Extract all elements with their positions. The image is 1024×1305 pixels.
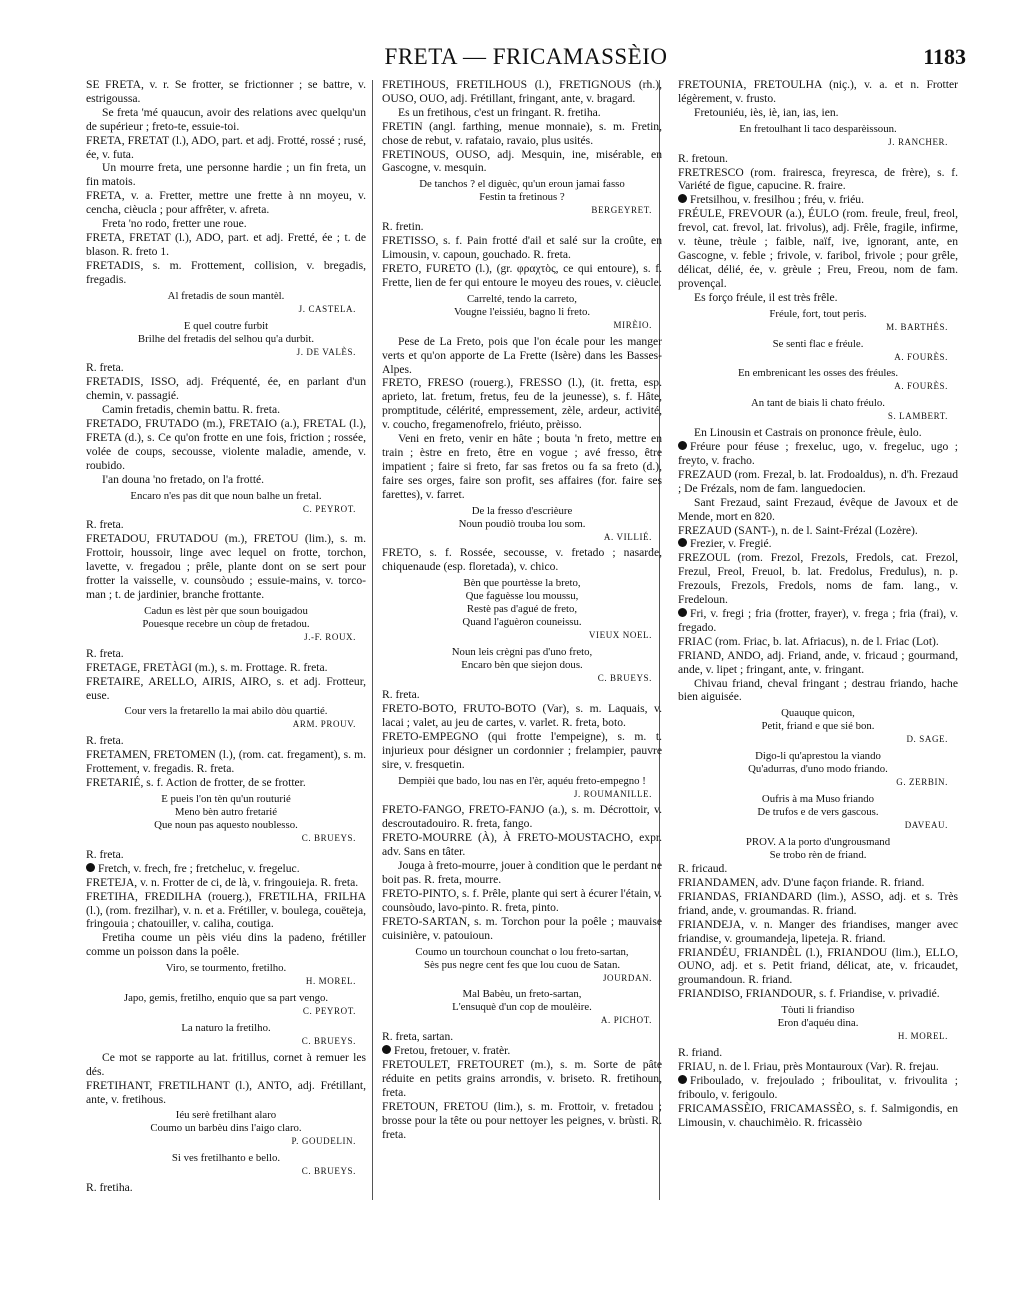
block-text: FREZAUD (rom. Frezal, b. lat. Frodoaldus), n. d'h. Frezaud ; De Frézals, nom de fam. languedocien. — [678, 467, 958, 495]
block-text: H. MOREL. — [897, 1031, 948, 1042]
block-text: E pueis l'on tèn qu'un routurié Meno bèn autro fretarié Que noun pas aquesto noublesso. — [154, 792, 298, 831]
block-text: FRETAGE, FRETÀGI (m.), s. m. Frottage. R. freta. — [86, 660, 328, 674]
block-text: Cadun es lèst pèr que soun bouigadou Pouesque recebre un còup de fretadou. — [142, 604, 310, 630]
block-text: Fretiha coume un pèis viéu dins la padeno, frétiller comme un poisson dans la poêle. — [86, 931, 366, 959]
block-text: Veni en freto, venir en hâte ; bouta 'n freto, mettre en train ; èstre en freto, être en vogue ; avé fresso, être impatient ; faire si freto, far sas fretos ou fa sa freto (d.), faire ses orges, faire son profit, ses affaires (for. faire ses farettes), v. farret. — [382, 432, 662, 501]
block-text: E quel coutre furbit Brilhe del fretadis del selhou qu'a durbit. — [137, 319, 315, 345]
dictionary-entry — [678, 207, 958, 290]
block-text: JOURDAN. — [602, 972, 652, 983]
block-text: R. fricaud. — [678, 862, 728, 876]
citation-author — [678, 1030, 958, 1044]
entry-example — [86, 1051, 366, 1079]
block-text: R. friand. — [678, 1046, 723, 1060]
citation-author — [678, 733, 958, 747]
dictionary-entry — [86, 518, 366, 532]
citation-author — [86, 1135, 366, 1149]
block-text: En embrenicant les osses des fréules. — [737, 367, 899, 380]
citation-quote — [86, 1152, 366, 1165]
block-text: Jouga à freto-mourre, jouer à condition que le perdant ne boit pas. R. freta, mourre. — [382, 859, 662, 886]
bullet-icon — [678, 608, 687, 617]
block-text: Mal Babèu, un freto-sartan, L'ensuquè d'un cop de moulèire. — [452, 988, 592, 1014]
dictionary-entry — [86, 259, 366, 287]
block-text: FRÉULE, FREVOUR (a.), ÉULO (rom. freule, freul, freol, frevol, cat. frevol, lat. frivolus), adj. Frêle, fragile, infirme, v. tèune, trèule ; faible, naïf, ive, ignorant, ante, en Gascogne, v. feble ; frivole, v. faribol, frivole ; pour grêle, délicat, délié, ée, v. grèule ; Freu, Freou, nom de fam. provençal. — [678, 207, 958, 290]
block-text: C. BRUEYS. — [301, 832, 356, 843]
citation-quote — [382, 646, 662, 672]
dictionary-entry — [678, 918, 958, 946]
block-text: FRIANDEJA, v. n. Manger des friandises, manger avec friandise, v. groumandeja, lipeteja. R. friand. — [678, 917, 958, 945]
block-text: Fretch, v. frech, fre ; fretcheluc, v. fregeluc. — [98, 861, 300, 875]
block-text: FRETIN (angl. farthing, menue monnaie), s. m. Fretin, chose de rebut, v. rafataio, ravaio, plus usités. — [382, 119, 662, 147]
citation-author — [86, 718, 366, 732]
dictionary-entry — [382, 915, 662, 943]
dictionary-entry — [86, 776, 366, 790]
cross-reference — [678, 193, 958, 207]
cross-reference — [678, 1074, 958, 1102]
dictionary-entry — [86, 876, 366, 890]
dictionary-entry — [382, 702, 662, 730]
block-text: Frezier, v. Fregié. — [690, 537, 772, 551]
entry-example — [678, 677, 958, 705]
citation-author — [382, 788, 662, 802]
block-text: C. BRUEYS. — [301, 1166, 356, 1177]
block-text: R. freta. — [86, 734, 124, 748]
block-text: Fri, v. fregi ; fria (frotter, frayer), v. frega ; fria (frai), v. fregado. — [678, 607, 958, 634]
block-text: R. freta. — [86, 518, 124, 532]
block-text: Fretsilhou, v. fresilhou ; fréu, v. friéu. — [690, 193, 864, 207]
block-text: R. fretoun. — [678, 151, 728, 165]
block-text: FRETO, s. f. Rossée, secousse, v. fretado ; nasarde, chiquenaude (esp. floretada), v. chico. — [382, 546, 662, 574]
citation-quote — [382, 178, 662, 204]
block-text: C. PEYROT. — [302, 1006, 356, 1017]
entry-example — [86, 473, 366, 487]
block-text: Fretouniéu, iès, iè, ian, ias, ien. — [694, 105, 839, 119]
entry-example — [86, 161, 366, 189]
block-text: FRETADOU, FRUTADOU (m.), FRETOU (lim.), s. m. Frottoir, houssoir, linge avec lequel on frotte, torchon, lavette, v. fregadou ; prêle, plante dont on se sert pour frotter la vaisselle, v. counsòudo ; essuie-mains, v. torco-man ; t. de jardinier, branche frottante. — [86, 532, 366, 601]
entry-example — [86, 403, 366, 417]
dictionary-entry — [678, 635, 958, 649]
citation-quote — [678, 836, 958, 862]
dictionary-entry — [382, 262, 662, 290]
bullet-icon — [86, 863, 95, 872]
block-text: Cour vers la fretarello la mai abilo dòu quartié. — [124, 705, 328, 718]
block-text: Fréure pour féuse ; frexeluc, ugo, v. fregeluc, ugo ; freyto, v. fracho. — [678, 440, 958, 468]
block-text: Freta 'no rodo, fretter une roue. — [102, 217, 247, 231]
block-text: R. freta. — [382, 688, 420, 702]
bullet-icon — [678, 441, 687, 450]
column-middle — [382, 78, 662, 1208]
block-text: R. freta, sartan. — [382, 1030, 454, 1044]
block-text: M. BARTHÉS. — [886, 321, 948, 332]
block-text: Oufris à ma Muso friando De trufos e de vers gascous. — [757, 793, 879, 819]
block-text: Se senti flac e fréule. — [772, 337, 864, 350]
block-text: FRETA, FRETAT (l.), ADO, part. et adj. Fretté, ée ; t. de blason. R. freto 1. — [86, 230, 366, 258]
dictionary-entry — [382, 688, 662, 702]
citation-quote — [382, 293, 662, 319]
citation-quote — [86, 320, 366, 346]
block-text: Se freta 'mé quaucun, avoir des relations avec quelqu'un de supérieur ; freto-te, essuie-toi. — [86, 105, 366, 133]
citation-author — [678, 136, 958, 150]
block-text: FRETADO, FRUTADO (m.), FRETAIO (a.), FRETAL (l.), FRETA (d.), s. Ce qu'on frotte en une fois, friction ; rossée, volée de coups, secousse, violente maladie, amende, v. roubido. — [86, 417, 366, 472]
cross-reference — [678, 537, 958, 551]
citation-quote — [678, 123, 958, 136]
block-text: R. freta. — [86, 847, 124, 861]
block-text: FRETIHANT, FRETILHANT (l.), ANTO, adj. Frétillant, ante, v. fretihous. — [86, 1078, 366, 1106]
citation-quote — [86, 992, 366, 1005]
dictionary-entry — [678, 876, 958, 890]
dictionary-entry — [382, 1058, 662, 1100]
citation-quote — [382, 577, 662, 629]
block-text: C. BRUEYS. — [301, 1035, 356, 1046]
block-text: A. FOURÈS. — [894, 381, 948, 392]
citation-author — [382, 319, 662, 333]
dictionary-entry — [382, 730, 662, 772]
citation-quote — [86, 1022, 366, 1035]
dictionary-entry — [86, 647, 366, 661]
block-text: FRETIHA, FREDILHA (rouerg.), FRETILHA, FRILHA (l.), (rom. frezilhar), v. n. et a. Frétiller, v. boulega, couëteja, fringouia ; chatouiller, v. caliha, coutiga. — [86, 889, 366, 931]
block-text: J. RANCHER. — [888, 136, 948, 147]
block-text: Coumo un tourchoun counchat o lou freto-sartan, Sès pus negre cent fes que lou cuou de Satan. — [415, 945, 629, 971]
running-head: FRETA — FRICAMASSÈIO — [384, 44, 668, 69]
dictionary-entry — [678, 524, 958, 538]
dictionary-entry — [86, 890, 366, 932]
block-text: La naturo la fretilho. — [181, 1021, 271, 1034]
block-text: DAVEAU. — [904, 820, 948, 831]
block-text: FRETADIS, ISSO, adj. Fréquenté, ée, en parlant d'un chemin, v. passagié. — [86, 375, 366, 403]
block-text: Quauque quicon, Petit, friand e que sié bon. — [761, 707, 875, 733]
entry-example — [382, 335, 662, 377]
bullet-icon — [678, 194, 687, 203]
block-text: Fréule, fort, tout peris. — [769, 307, 867, 320]
citation-quote — [678, 1004, 958, 1030]
entry-example — [382, 432, 662, 502]
block-text: FRETOUNIA, FRETOULHA (niç.), v. a. et n. Frotter légèrement, v. frusto. — [678, 78, 958, 105]
entry-example — [86, 106, 366, 134]
citation-quote — [678, 397, 958, 410]
column-right — [678, 78, 958, 1208]
citation-author — [86, 503, 366, 517]
dictionary-entry — [382, 78, 662, 106]
dictionary-entry — [678, 890, 958, 918]
citation-quote — [382, 775, 662, 788]
block-text: J. DE VALÈS. — [296, 346, 356, 357]
entry-example — [678, 106, 958, 120]
dictionary-entry — [678, 987, 958, 1001]
block-text: A. VILLIÉ. — [603, 531, 652, 542]
block-text: R. freta. — [86, 361, 124, 375]
dictionary-entry — [86, 361, 366, 375]
block-text: FRETARIÉ, s. f. Action de frotter, de se frotter. — [86, 776, 306, 790]
block-text: MIRÈIO. — [613, 319, 652, 330]
cross-reference — [382, 1044, 662, 1058]
block-text: FRETO-SARTAN, s. m. Torchon pour la poêle ; mauvaise cuisinière, v. patouioun. — [382, 914, 662, 942]
citation-quote — [678, 338, 958, 351]
entry-example — [86, 931, 366, 959]
citation-quote — [86, 1109, 366, 1135]
citation-author — [86, 975, 366, 989]
citation-quote — [678, 793, 958, 819]
dictionary-entry — [382, 220, 662, 234]
dictionary-entry — [86, 375, 366, 403]
block-text: FREZAUD (SANT-), n. de l. Saint-Frézal (Lozère). — [678, 523, 918, 537]
block-text: Viro, se tourmento, fretilho. — [165, 962, 287, 975]
entry-example — [678, 426, 958, 440]
block-text: Carrelté, tendo la carreto, Vougne l'eissiéu, bagno li freto. — [453, 292, 591, 318]
dictionary-entry — [678, 152, 958, 166]
citation-author — [86, 1035, 366, 1049]
block-text: A. FOURÈS. — [894, 351, 948, 362]
block-text: J. ROUMANILLE. — [573, 788, 652, 799]
citation-author — [382, 531, 662, 545]
block-text: FRETRESCO (rom. frairesca, freyresca, de frère), s. f. Variété de figue, capucine. R. fraire. — [678, 165, 958, 193]
dictionary-entry — [678, 78, 958, 106]
block-text: FRETA, v. a. Fretter, mettre une frette à nn moyeu, v. cencha, cièucla ; pour affrêter, v. afreta. — [86, 189, 366, 217]
block-text: FRETO-EMPEGNO (qui frotte l'empeigne), s. m. t. injurieux pour désigner un cordonnier ; frelampier, pauvre sire, v. fresquetin. — [382, 729, 662, 771]
dictionary-entry — [86, 417, 366, 473]
block-text: An tant de biais li chato fréulo. — [750, 397, 886, 410]
block-text: Bèn que pourtèsse la breto, Que faguèsse lou moussu, Restè pas d'agué de freto, Quand l'aguèron couneissu. — [462, 577, 582, 629]
block-text: J.-F. ROUX. — [304, 631, 356, 642]
block-text: Noun leis crègni pas d'uno freto, Encaro bèn que siejon dous. — [451, 646, 593, 672]
dictionary-entry — [86, 661, 366, 675]
block-text: BERGEYRET. — [591, 205, 652, 216]
block-text: FRETO-MOURRE (À), À FRETO-MOUSTACHO, expr. adv. Sans en tâter. — [382, 831, 662, 859]
citation-quote — [86, 962, 366, 975]
block-text: Japo, gemis, fretilho, enquio que sa part vengo. — [123, 992, 329, 1005]
dictionary-entry — [86, 1181, 366, 1195]
block-text: J. CASTELA. — [298, 303, 356, 314]
citation-quote — [382, 505, 662, 531]
block-text: SE FRETA, v. r. Se frotter, se frictionner ; se battre, v. estrigoussa. — [86, 78, 366, 105]
dictionary-entry — [382, 1030, 662, 1044]
block-text: Sant Frezaud, saint Frezaud, évêque de Javoux et de Mende, mort en 820. — [678, 495, 958, 523]
dictionary-entry — [86, 134, 366, 162]
block-text: C. BRUEYS. — [597, 673, 652, 684]
dictionary-entry — [86, 734, 366, 748]
block-text: VIEUX NOEL. — [588, 630, 652, 641]
block-text: FRETOUN, FRETOU (lim.), s. m. Frottoir, v. fretadou ; brosse pour la tête ou pour nettoyer les peignes, v. brùsti. R. freta. — [382, 1099, 662, 1141]
dictionary-entry — [86, 675, 366, 703]
block-text: Camin fretadis, chemin battu. R. freta. — [102, 403, 281, 417]
citation-author — [382, 1014, 662, 1028]
block-text: Pese de La Freto, pois que l'on écale pour les manger verts et qu'on apporte de La Frette (Isère) dans les Basses-Alpes. — [382, 334, 662, 376]
dictionary-entry — [86, 78, 366, 106]
citation-quote — [678, 308, 958, 321]
dictionary-entry — [678, 1060, 958, 1074]
block-text: FRETO-BOTO, FRUTO-BOTO (Var), s. m. Laquais, v. lacai ; valet, au jeu de cartes, v. varlet. R. freta, boto. — [382, 702, 662, 729]
dictionary-entry — [382, 120, 662, 148]
citation-quote — [86, 605, 366, 631]
citation-author — [86, 832, 366, 846]
dictionary-entry — [678, 946, 958, 988]
block-text: FRETO, FRESO (rouerg.), FRESSO (l.), (it. fretta, esp. aprieto, lat. fretum, fretus, feu de la jeunesse), s. f. Hâte, promptitude, célérité, empressement, zèle, ardeur, activité, v. coucho, fregamenofrelo, friéuto, prèisso. — [382, 376, 662, 432]
block-text: FRETA, FRETAT (l.), ADO, part. et adj. Frotté, rossé ; rusé, ée, v. futa. — [86, 133, 366, 161]
block-text: FRETO-PINTO, s. f. Prêle, plante qui sert à écurer l'étain, v. counsòudo, lavo-pinto. R. freta, pinto. — [382, 886, 662, 914]
block-text: De tanchos ? el diguèc, qu'un eroun jamai fasso Festin ta fretinous ? — [419, 178, 625, 204]
block-text: FRETOULET, FRETOURET (m.), s. m. Sorte de pâte réduite en petits grains arrondis, v. briseto. R. fretihoun, freta. — [382, 1058, 662, 1099]
entry-example — [678, 291, 958, 305]
citation-quote — [678, 707, 958, 733]
block-text: Al fretadis de soun mantèl. — [167, 289, 285, 302]
block-text: De la fresso d'escrièure Noun poudiò trouba lou som. — [458, 504, 586, 530]
block-text: FRICAMASSÈIO, FRICAMASSÈO, s. f. Salmigondis, en Limousin, v. chauchimèio. R. fricassèio — [678, 1101, 958, 1129]
block-text: Chivau friand, cheval fringant ; destrau friando, hache bien aiguisée. — [678, 676, 958, 704]
citation-quote — [678, 750, 958, 776]
citation-quote — [382, 988, 662, 1014]
block-text: FRETINOUS, OUSO, adj. Mesquin, ine, misérable, en Gascogne, v. mesquin. — [382, 147, 662, 175]
dictionary-entry — [382, 234, 662, 262]
block-text: FRIANDAS, FRIANDARD (lim.), ASSO, adj. et s. Très friand, ande, v. groumandas. R. friand. — [678, 889, 958, 917]
block-text: R. freta. — [86, 646, 124, 660]
block-text: FRETISSO, s. f. Pain frotté d'ail et salé sur la croûte, en Limousin, v. capoun, gouchado. R. freta. — [382, 234, 662, 262]
dictionary-entry — [382, 803, 662, 831]
block-text: En Linousin et Castrais on prononce frèule, èulo. — [694, 426, 922, 440]
block-text: R. fretin. — [382, 220, 424, 234]
dictionary-entry — [382, 148, 662, 176]
block-text: Friboulado, v. frejoulado ; friboulitat, v. frivoulita ; friboulo, v. ferigoulo. — [678, 1073, 958, 1101]
dictionary-entry — [678, 166, 958, 194]
block-text: FRETO, FURETO (l.), (gr. φραχτὸς, ce qui entoure), s. f. Frette, lien de fer qui entoure le moyeu des roues, v. cièucle. — [382, 261, 662, 289]
block-text: R. fretiha. — [86, 1181, 133, 1195]
citation-author — [678, 380, 958, 394]
block-text: Ce mot se rapporte au lat. fritillus, cornet à remuer les dés. — [86, 1050, 366, 1078]
dictionary-entry — [382, 376, 662, 432]
citation-author — [86, 1005, 366, 1019]
bullet-icon — [678, 1075, 687, 1084]
page-header — [86, 44, 966, 76]
block-text: ARM. PROUV. — [292, 719, 356, 730]
column-left — [86, 78, 366, 1208]
page-number: 1183 — [923, 44, 966, 69]
citation-author — [86, 1165, 366, 1179]
citation-author — [86, 303, 366, 317]
block-text: C. PEYROT. — [302, 503, 356, 514]
block-text: Es forço fréule, il est très frêle. — [694, 290, 838, 304]
block-text: PROV. A la porto d'ungrousmand Se trobo rèn de friand. — [745, 836, 891, 862]
block-text: Digo-li qu'aprestou la viando Qu'adurras, d'uno modo friando. — [748, 750, 888, 776]
cross-reference — [678, 607, 958, 635]
dictionary-entry — [678, 862, 958, 876]
dictionary-entry — [678, 468, 958, 496]
citation-author — [86, 631, 366, 645]
dictionary-columns — [86, 78, 958, 1208]
citation-author — [678, 776, 958, 790]
block-text: FRETEJA, v. n. Frotter de ci, de là, v. fringouieja. R. freta. — [86, 875, 359, 889]
block-text: FREZOUL (rom. Frezol, Frezols, Fredols, cat. Frezol, Frezul, Freol, Freuol, b. lat. Fredolus, Fredulus), n. p. Frezouls, Frezols, Fredols, noms de fam. lang., v. Fredeloun. — [678, 551, 958, 607]
block-text: FRIANDAMEN, adv. D'une façon friande. R. friand. — [678, 875, 925, 889]
dictionary-entry — [382, 546, 662, 574]
bullet-icon — [382, 1045, 391, 1054]
citation-author — [382, 629, 662, 643]
dictionary-entry — [86, 532, 366, 602]
block-text: Si ves fretilhanto e bello. — [171, 1152, 281, 1165]
dictionary-entry — [678, 1046, 958, 1060]
block-text: P. GOUDELIN. — [291, 1136, 356, 1147]
block-text: Dempièi que bado, lou nas en l'èr, aquéu freto-empegno ! — [398, 774, 646, 787]
dictionary-entry — [382, 831, 662, 859]
block-text: Tòuti li friandiso Eron d'aquéu dina. — [777, 1004, 859, 1030]
block-text: FRETAMEN, FRETOMEN (l.), (rom. cat. fregament), s. m. Frottement, v. fregadis. R. freta. — [86, 748, 366, 776]
dictionary-entry — [678, 551, 958, 607]
block-text: En fretoulhant li taco desparèissoun. — [739, 122, 897, 135]
entry-example — [678, 496, 958, 524]
dictionary-entry — [678, 1102, 958, 1130]
block-text: Es un fretihous, c'est un fringant. R. fretiha. — [398, 105, 601, 119]
citation-quote — [86, 705, 366, 718]
entry-example — [382, 106, 662, 120]
dictionary-entry — [86, 848, 366, 862]
block-text: D. SAGE. — [906, 734, 948, 745]
block-text: FRIAND, ANDO, adj. Friand, ande, v. fricaud ; gourmand, ande, v. lipet ; fringant, ante, v. fringant. — [678, 648, 958, 676]
cross-reference — [678, 440, 958, 468]
citation-author — [86, 346, 366, 360]
block-text: H. MOREL. — [305, 976, 356, 987]
block-text: A. PICHOT. — [600, 1015, 652, 1026]
citation-quote — [86, 290, 366, 303]
block-text: Encaro n'es pas dit que noun balhe un fretal. — [130, 489, 322, 502]
entry-example — [86, 217, 366, 231]
dictionary-entry — [86, 231, 366, 259]
block-text: FRIANDÉU, FRIANDÈL (l.), FRIANDOU (lim.), ELLO, OUNO, adj. et s. Petit friand, délicat, ate, v. fricaudet, groumandoun. R. friand. — [678, 945, 958, 987]
citation-author — [678, 410, 958, 424]
citation-quote — [86, 490, 366, 503]
block-text: FRIAC (rom. Friac, b. lat. Afriacus), n. de l. Friac (Lot). — [678, 634, 939, 648]
bullet-icon — [678, 538, 687, 547]
citation-author — [382, 672, 662, 686]
citation-quote — [382, 946, 662, 972]
block-text: FRETAIRE, ARELLO, AIRIS, AIRO, s. et adj. Frotteur, euse. — [86, 674, 366, 702]
citation-author — [678, 819, 958, 833]
block-text: FRETIHOUS, FRETILHOUS (l.), FRETIGNOUS (rh.), OUSO, OUO, adj. Frétillant, fringant, ante, v. bragard. — [382, 78, 662, 105]
block-text: Fretou, fretouer, v. fratèr. — [394, 1044, 511, 1058]
entry-example — [382, 859, 662, 887]
block-text: FRIAU, n. de l. Friau, près Montauroux (Var). R. frejau. — [678, 1059, 939, 1073]
citation-author — [678, 321, 958, 335]
block-text: Iéu serè fretilhant alaro Coumo un barbèu dins l'aigo claro. — [150, 1109, 302, 1135]
dictionary-entry — [86, 748, 366, 776]
citation-author — [382, 972, 662, 986]
block-text: FRETO-FANGO, FRETO-FANJO (a.), s. m. Décrottoir, v. descroutadouiro. R. freta, fango. — [382, 803, 662, 831]
citation-quote — [86, 793, 366, 832]
dictionary-entry — [382, 1100, 662, 1142]
dictionary-entry — [382, 887, 662, 915]
citation-quote — [678, 367, 958, 380]
dictionary-entry — [678, 649, 958, 677]
dictionary-entry — [86, 1079, 366, 1107]
block-text: I'an douna 'no fretado, on l'a frotté. — [102, 472, 265, 486]
block-text: FRIANDISO, FRIANDOUR, s. f. Friandise, v. privadié. — [678, 987, 940, 1001]
block-text: FRETADIS, s. m. Frottement, collision, v. bregadis, fregadis. — [86, 258, 366, 286]
block-text: S. LAMBERT. — [887, 411, 948, 422]
dictionary-entry — [86, 189, 366, 217]
citation-author — [678, 351, 958, 365]
block-text: G. ZERBIN. — [896, 777, 948, 788]
citation-author — [382, 204, 662, 218]
block-text: Un mourre freta, une personne hardie ; un fin freta, un fin matois. — [86, 161, 366, 189]
cross-reference — [86, 862, 366, 876]
